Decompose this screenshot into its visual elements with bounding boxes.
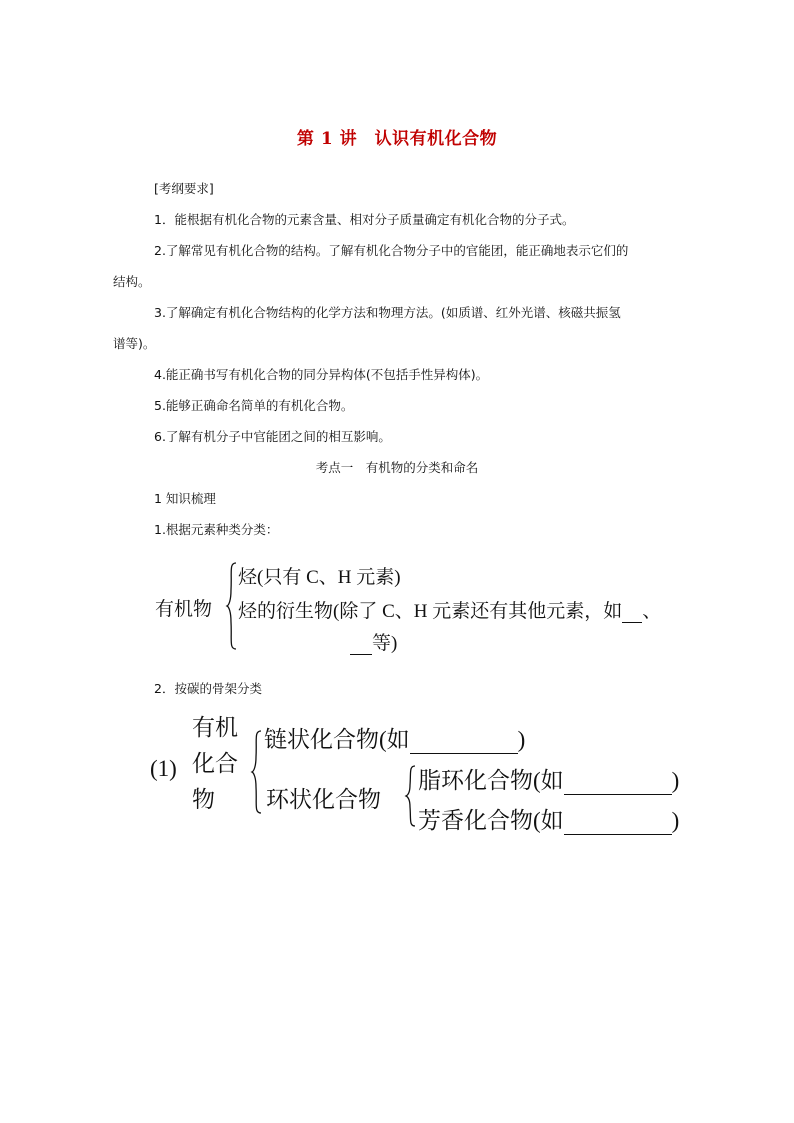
answer-blank[interactable] (564, 770, 672, 795)
diagram1-derivative-separator: 、 (642, 601, 662, 622)
classification-item-2: 2．按碳的骨架分类 (154, 681, 262, 696)
diagram2-alicyclic (418, 762, 679, 795)
requirements-heading: [考纲要求] (154, 181, 214, 196)
requirement-item: 4.能正确书写有机化合物的同分异构体(不包括手性异构体)。 (154, 367, 489, 382)
knowledge-heading: 1 知识梳理 (154, 491, 216, 506)
classification-item-1: 1.根据元素种类分类： (154, 522, 279, 537)
diagram2-aromatic-text: 芳香化合物(如 (418, 808, 564, 833)
page-title: 第 1 讲 认识有机化合物 (296, 129, 498, 149)
left-brace-icon (226, 562, 238, 650)
diagram2-root-line: 有机 (192, 715, 238, 740)
answer-blank[interactable] (350, 636, 372, 655)
diagram2-alicyclic-close: ) (671, 768, 680, 793)
requirement-item: 6.了解有机分子中官能团之间的相互影响。 (154, 429, 391, 444)
diagram2-ring: 环状化合物 (266, 787, 381, 812)
diagram1-branch-derivative (238, 596, 661, 623)
diagram2-aromatic (418, 802, 679, 835)
requirement-item: 3.了解确定有机化合物结构的化学方法和物理方法。(如质谱、红外光谱、核磁共振氢 (154, 305, 621, 320)
requirement-item: 2.了解常见有机化合物的结构。了解有机化合物分子中的官能团，能正确地表示它们的 (154, 243, 629, 258)
diagram2-root (192, 710, 238, 818)
left-brace-icon (251, 730, 263, 814)
answer-blank[interactable] (564, 810, 672, 835)
answer-blank[interactable] (410, 729, 518, 754)
diagram2-aromatic-close: ) (671, 808, 680, 833)
diagram1-branch-derivative-end (350, 628, 397, 655)
diagram1-derivative-end-text: 等) (372, 633, 398, 654)
requirement-item: 5.能够正确命名简单的有机化合物。 (154, 398, 354, 413)
diagram2-chain (264, 721, 525, 754)
diagram2-chain-text: 链状化合物(如 (264, 727, 410, 752)
requirement-item: 1．能根据有机化合物的元素含量、相对分子质量确定有机化合物的分子式。 (154, 212, 575, 227)
requirement-item-continued: 结构。 (113, 274, 151, 289)
diagram2-chain-close: ) (517, 727, 526, 752)
left-brace-icon (405, 765, 417, 827)
diagram2-root-line: 物 (192, 787, 215, 812)
section-title: 考点一 有机物的分类和命名 (315, 460, 479, 475)
diagram1-derivative-text: 烃的衍生物(除了 C、H 元素还有其他元素，如 (238, 601, 623, 622)
requirement-item-continued: 谱等)。 (113, 336, 156, 351)
diagram1-root: 有机物 (155, 599, 213, 620)
diagram2-label: (1) (150, 756, 177, 781)
diagram1-branch-hydrocarbon: 烃(只有 C、H 元素) (238, 567, 401, 588)
diagram2-alicyclic-text: 脂环化合物(如 (418, 768, 564, 793)
answer-blank[interactable] (622, 604, 642, 623)
diagram2-root-line: 化合 (192, 751, 238, 776)
